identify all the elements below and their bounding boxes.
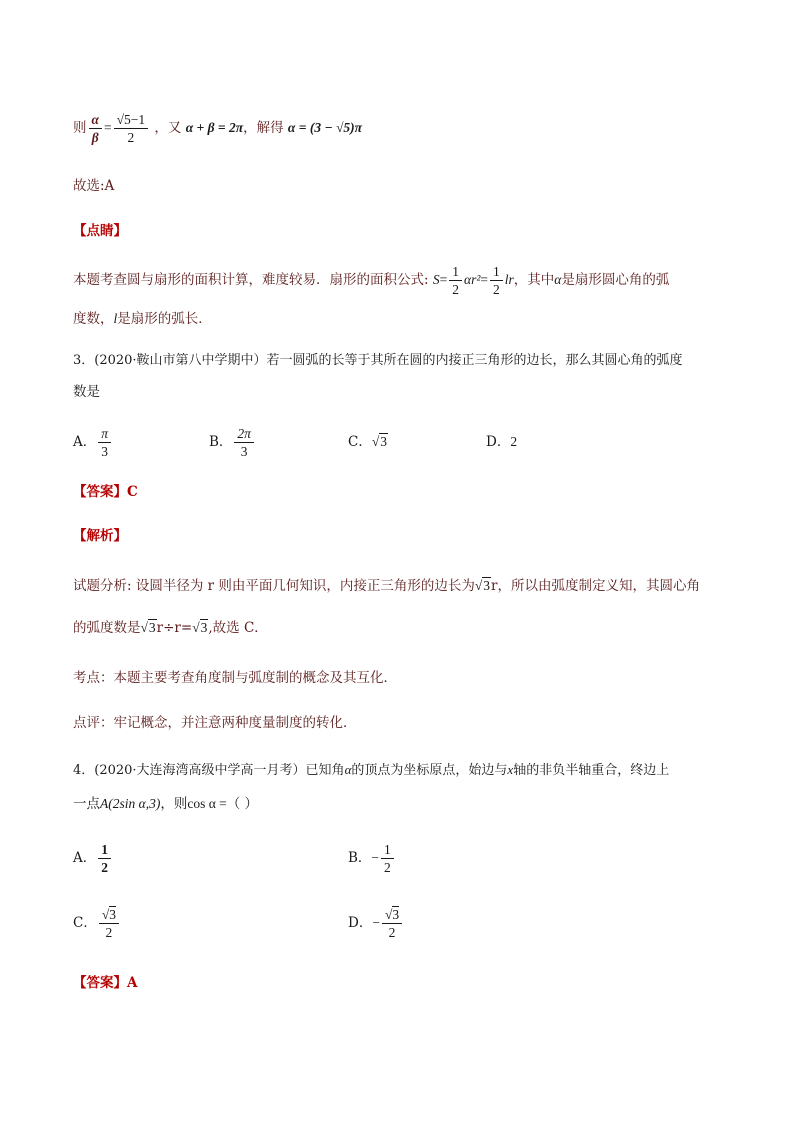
q3-dianping: 点评：牢记概念，并注意两种度量制度的转化． — [73, 715, 357, 731]
stem-text-1: 4．(2020·大连海湾高级中学高一月考）已知角 — [73, 763, 345, 778]
prefix-text: 则 — [73, 120, 87, 136]
q3-stem-line-2: 数是 — [73, 384, 100, 400]
radicand-value: 3 — [109, 907, 117, 922]
q4-stem-line-2 — [73, 794, 258, 814]
sqrt-symbol: √ — [474, 578, 483, 593]
frac-numerator: √3 — [382, 906, 402, 924]
dianjing-line-2 — [73, 309, 212, 329]
q3-stem-line-1: 3．(2020·鞍山市第八中学期中）若一圆弧的长等于其所在圆的内接正三角形的边长，那么其圆心角的弧度 — [73, 353, 683, 368]
alpha-r-squared: αr² — [463, 272, 481, 287]
alpha-symbol: α — [344, 762, 352, 777]
option-label: C． — [73, 915, 97, 931]
option-label: A． — [73, 850, 97, 866]
option-value: 2 — [510, 434, 518, 449]
pi-over-3 — [98, 425, 111, 460]
analysis-text-2: r，所以由弧度制定义知，其圆心角 — [491, 578, 700, 594]
frac-numerator: α — [89, 111, 102, 129]
stem-text-4: 一点 — [73, 796, 100, 812]
analysis-text-1: 试题分析: 设圆半径为 r 则由平面几何知识，内接正三角形的边长为 — [73, 578, 475, 594]
negative-one-half — [381, 841, 394, 876]
frac-numerator: 2π — [234, 425, 254, 443]
equals-sign-2: = — [480, 272, 488, 287]
sqrt-radicand — [482, 576, 491, 596]
equals-sign: = — [439, 272, 448, 287]
frac-denominator: 2 — [105, 925, 113, 940]
option-label: B． — [209, 434, 233, 450]
frac-numerator: √5−1 — [114, 111, 149, 129]
x-symbol: x — [507, 762, 514, 777]
alpha-symbol: α — [554, 272, 562, 287]
q3-kaodian: 考点：本题主要考查角度制与弧度制的概念及其互化． — [73, 670, 397, 686]
dianjing-line-1 — [73, 262, 669, 298]
frac-denominator: β — [91, 130, 99, 145]
q3-option-c — [348, 432, 388, 452]
minus-sign: − — [371, 850, 380, 865]
dianjing-text-3: 是扇形圆心角的弧 — [561, 272, 670, 288]
q4-option-d — [348, 904, 404, 942]
q4-option-c — [73, 904, 121, 942]
negative-sqrt3-over-2 — [382, 906, 402, 941]
sqrt-radicand — [148, 618, 157, 638]
sqrt-radicand — [379, 432, 388, 452]
sqrt-symbol: √ — [140, 620, 148, 635]
area-symbol: S — [432, 272, 440, 287]
option-label: D． — [486, 434, 511, 450]
frac-denominator: 3 — [240, 444, 248, 459]
q3-analysis-line-2 — [73, 618, 268, 638]
dianjing-text-2: ，其中 — [513, 272, 555, 288]
frac-denominator: 2 — [452, 282, 459, 297]
half-fraction — [449, 263, 462, 298]
two-pi-over-3 — [234, 425, 254, 460]
frac-denominator: 2 — [493, 282, 500, 297]
frac-denominator: 2 — [101, 860, 108, 875]
connector-text: ，又 — [154, 120, 182, 136]
stem-text-5: ，则 — [160, 796, 188, 812]
connector-text-2: ，解得 — [243, 120, 284, 136]
dianjing-text-1: 本题考查圆与扇形的面积计算，难度较易．扇形的面积公式: — [73, 272, 429, 288]
q4-option-a — [73, 839, 113, 877]
point-a: A(2sin α,3) — [100, 796, 161, 811]
analysis-text-5: ,故选 C． — [208, 620, 268, 636]
golden-ratio-fraction — [114, 111, 149, 146]
radicand-value: 3 — [380, 434, 388, 449]
solution-line-1 — [73, 108, 362, 148]
dianjing-text-4: 度数， — [73, 311, 114, 327]
half-fraction-2 — [490, 263, 503, 298]
frac-numerator: √3 — [99, 906, 119, 924]
answer-choice: 故选:A — [73, 178, 115, 194]
q3-analysis-line-1 — [73, 576, 700, 596]
analysis-text-3: 的弧度数是 — [73, 620, 141, 636]
frac-denominator: 3 — [101, 444, 108, 459]
arc-length-symbol: l — [113, 311, 118, 326]
dianjing-text-5: 是扇形的弧长． — [117, 311, 212, 327]
alpha-over-beta — [89, 111, 102, 146]
option-label: D． — [348, 915, 373, 931]
q3-analysis-header: 【解析】 — [73, 528, 127, 544]
radicand-value: 3 — [200, 620, 208, 635]
sqrt-symbol: √ — [371, 434, 380, 449]
q4-option-b — [348, 839, 396, 877]
sqrt3-over-2 — [99, 906, 119, 941]
frac-numerator: 1 — [449, 263, 462, 281]
cos-alpha: cos α = — [187, 796, 227, 811]
frac-numerator: π — [98, 425, 111, 443]
frac-numerator: 1 — [381, 841, 394, 859]
result-equation: α = (3 − √5)π — [287, 120, 363, 135]
option-label: C． — [348, 434, 372, 450]
analysis-text-4: r÷r= — [156, 620, 193, 636]
frac-numerator: 1 — [490, 263, 503, 281]
radicand-value: 3 — [392, 907, 400, 922]
sum-equation: α + β = 2π — [185, 120, 244, 135]
frac-denominator: 2 — [384, 860, 391, 875]
q3-option-d — [486, 432, 517, 452]
option-label: B． — [348, 850, 372, 866]
frac-numerator: 1 — [98, 841, 111, 859]
dianjing-header: 【点睛】 — [73, 223, 127, 239]
q4-answer: 【答案】A — [73, 975, 138, 991]
one-half — [98, 841, 111, 876]
equals-sign: = — [103, 120, 112, 135]
blank-parens: （ ） — [226, 796, 259, 812]
stem-text-2: 的顶点为坐标原点，始边与 — [351, 763, 508, 778]
frac-denominator: 2 — [388, 925, 396, 940]
sqrt-symbol-2: √ — [192, 620, 200, 635]
q3-answer: 【答案】C — [73, 484, 138, 500]
radicand-value: 3 — [483, 578, 491, 593]
l-r: lr — [504, 272, 514, 287]
minus-sign: − — [372, 915, 380, 930]
stem-text-3: 轴的非负半轴重合，终边上 — [513, 763, 670, 778]
q3-option-b — [209, 423, 256, 461]
option-label: A． — [73, 434, 97, 450]
q3-option-a — [73, 423, 113, 461]
frac-denominator: 2 — [127, 130, 135, 145]
radicand-value: 3 — [148, 620, 156, 635]
q4-stem-line-1 — [73, 760, 669, 781]
